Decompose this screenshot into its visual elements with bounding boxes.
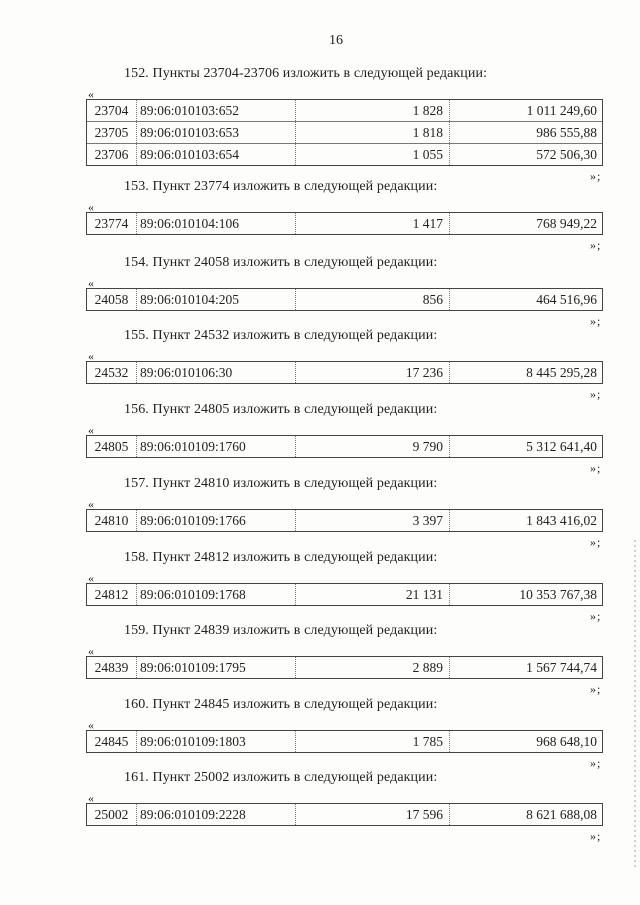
opening-quote: « — [88, 200, 94, 214]
table-row — [87, 510, 602, 531]
amendment-table — [86, 656, 603, 679]
item-number-cell: 25002 — [87, 804, 137, 825]
amendment-table — [86, 99, 603, 166]
opening-quote: « — [88, 497, 94, 511]
cadastral-number-cell: 89:06:010104:106 — [137, 213, 296, 234]
area-cell: 21 131 — [296, 584, 450, 605]
item-number-cell: 23706 — [87, 144, 137, 165]
item-number-cell: 23774 — [87, 213, 137, 234]
table-row — [87, 657, 602, 678]
section-heading: 153. Пункт 23774 изложить в следующей редакции: — [124, 179, 438, 194]
opening-quote: « — [88, 644, 94, 658]
cadastral-number-cell: 89:06:010104:205 — [137, 289, 296, 310]
section-heading: 152. Пункты 23704-23706 изложить в следующей редакции: — [124, 66, 488, 81]
cadastral-value-cell: 768 949,22 — [536, 216, 597, 231]
area-cell: 17 596 — [296, 804, 450, 825]
opening-quote: « — [88, 718, 94, 732]
cadastral-number-cell: 89:06:010109:1760 — [137, 436, 296, 457]
section-heading: 155. Пункт 24532 изложить в следующей редакции: — [124, 328, 438, 343]
cadastral-number-cell: 89:06:010109:1766 — [137, 510, 296, 531]
area-cell: 1 818 — [296, 122, 450, 143]
cadastral-number-cell: 89:06:010106:30 — [137, 362, 296, 383]
cadastral-number-cell: 89:06:010109:1803 — [137, 731, 296, 752]
closing-quote: »; — [590, 387, 602, 401]
item-number-cell: 24532 — [87, 362, 137, 383]
area-cell: 856 — [296, 289, 450, 310]
table-row — [87, 731, 602, 752]
scan-edge-artifact — [634, 540, 636, 870]
cadastral-number-cell: 89:06:010103:653 — [137, 122, 296, 143]
opening-quote: « — [88, 349, 94, 363]
table-row — [87, 213, 602, 234]
opening-quote: « — [88, 423, 94, 437]
area-cell: 17 236 — [296, 362, 450, 383]
cadastral-value-cell: 986 555,88 — [536, 125, 597, 140]
amendment-table — [86, 361, 603, 384]
closing-quote: »; — [590, 682, 602, 696]
section-heading: 158. Пункт 24812 изложить в следующей редакции: — [124, 550, 438, 565]
amendment-table — [86, 803, 603, 826]
section-heading: 161. Пункт 25002 изложить в следующей редакции: — [124, 770, 438, 785]
area-cell: 3 397 — [296, 510, 450, 531]
closing-quote: »; — [590, 461, 602, 475]
closing-quote: »; — [590, 535, 602, 549]
cadastral-value-cell: 1 011 249,60 — [526, 103, 597, 118]
cadastral-number-cell: 89:06:010103:652 — [137, 100, 296, 121]
opening-quote: « — [88, 571, 94, 585]
amendment-table — [86, 212, 603, 235]
item-number-cell: 23704 — [87, 100, 137, 121]
area-cell: 1 055 — [296, 144, 450, 165]
opening-quote: « — [88, 791, 94, 805]
area-cell: 1 785 — [296, 731, 450, 752]
area-cell: 1 417 — [296, 213, 450, 234]
table-row — [87, 100, 602, 121]
cadastral-value-cell: 1 843 416,02 — [526, 513, 597, 528]
area-cell: 1 828 — [296, 100, 450, 121]
cadastral-number-cell: 89:06:010109:2228 — [137, 804, 296, 825]
opening-quote: « — [88, 276, 94, 290]
cadastral-number-cell: 89:06:010103:654 — [137, 144, 296, 165]
opening-quote: « — [88, 87, 94, 101]
area-cell: 2 889 — [296, 657, 450, 678]
cadastral-number-cell: 89:06:010109:1795 — [137, 657, 296, 678]
page-number: 16 — [329, 33, 343, 48]
amendment-table — [86, 509, 603, 532]
section-heading: 157. Пункт 24810 изложить в следующей редакции: — [124, 476, 438, 491]
section-heading: 160. Пункт 24845 изложить в следующей редакции: — [124, 697, 438, 712]
table-row — [87, 362, 602, 383]
closing-quote: »; — [590, 756, 602, 770]
amendment-table — [86, 583, 603, 606]
table-row — [87, 436, 602, 457]
cadastral-value-cell: 5 312 641,40 — [526, 439, 597, 454]
cadastral-value-cell: 8 621 688,08 — [526, 807, 597, 822]
amendment-table — [86, 730, 603, 753]
item-number-cell: 24812 — [87, 584, 137, 605]
section-heading: 156. Пункт 24805 изложить в следующей редакции: — [124, 402, 438, 417]
section-heading: 159. Пункт 24839 изложить в следующей редакции: — [124, 623, 438, 638]
closing-quote: »; — [590, 169, 602, 183]
item-number-cell: 24058 — [87, 289, 137, 310]
cadastral-number-cell: 89:06:010109:1768 — [137, 584, 296, 605]
item-number-cell: 24810 — [87, 510, 137, 531]
closing-quote: »; — [590, 829, 602, 843]
item-number-cell: 23705 — [87, 122, 137, 143]
closing-quote: »; — [590, 609, 602, 623]
amendment-table — [86, 435, 603, 458]
table-row — [87, 804, 602, 825]
table-row — [87, 289, 602, 310]
table-row — [87, 121, 602, 143]
cadastral-value-cell: 968 648,10 — [536, 734, 597, 749]
cadastral-value-cell: 464 516,96 — [536, 292, 597, 307]
table-row — [87, 143, 602, 165]
item-number-cell: 24839 — [87, 657, 137, 678]
amendment-table — [86, 288, 603, 311]
cadastral-value-cell: 572 506,30 — [536, 147, 597, 162]
cadastral-value-cell: 8 445 295,28 — [526, 365, 597, 380]
item-number-cell: 24845 — [87, 731, 137, 752]
closing-quote: »; — [590, 238, 602, 252]
section-heading: 154. Пункт 24058 изложить в следующей редакции: — [124, 255, 438, 270]
cadastral-value-cell: 10 353 767,38 — [519, 587, 597, 602]
closing-quote: »; — [590, 314, 602, 328]
item-number-cell: 24805 — [87, 436, 137, 457]
cadastral-value-cell: 1 567 744,74 — [526, 660, 597, 675]
area-cell: 9 790 — [296, 436, 450, 457]
table-row — [87, 584, 602, 605]
